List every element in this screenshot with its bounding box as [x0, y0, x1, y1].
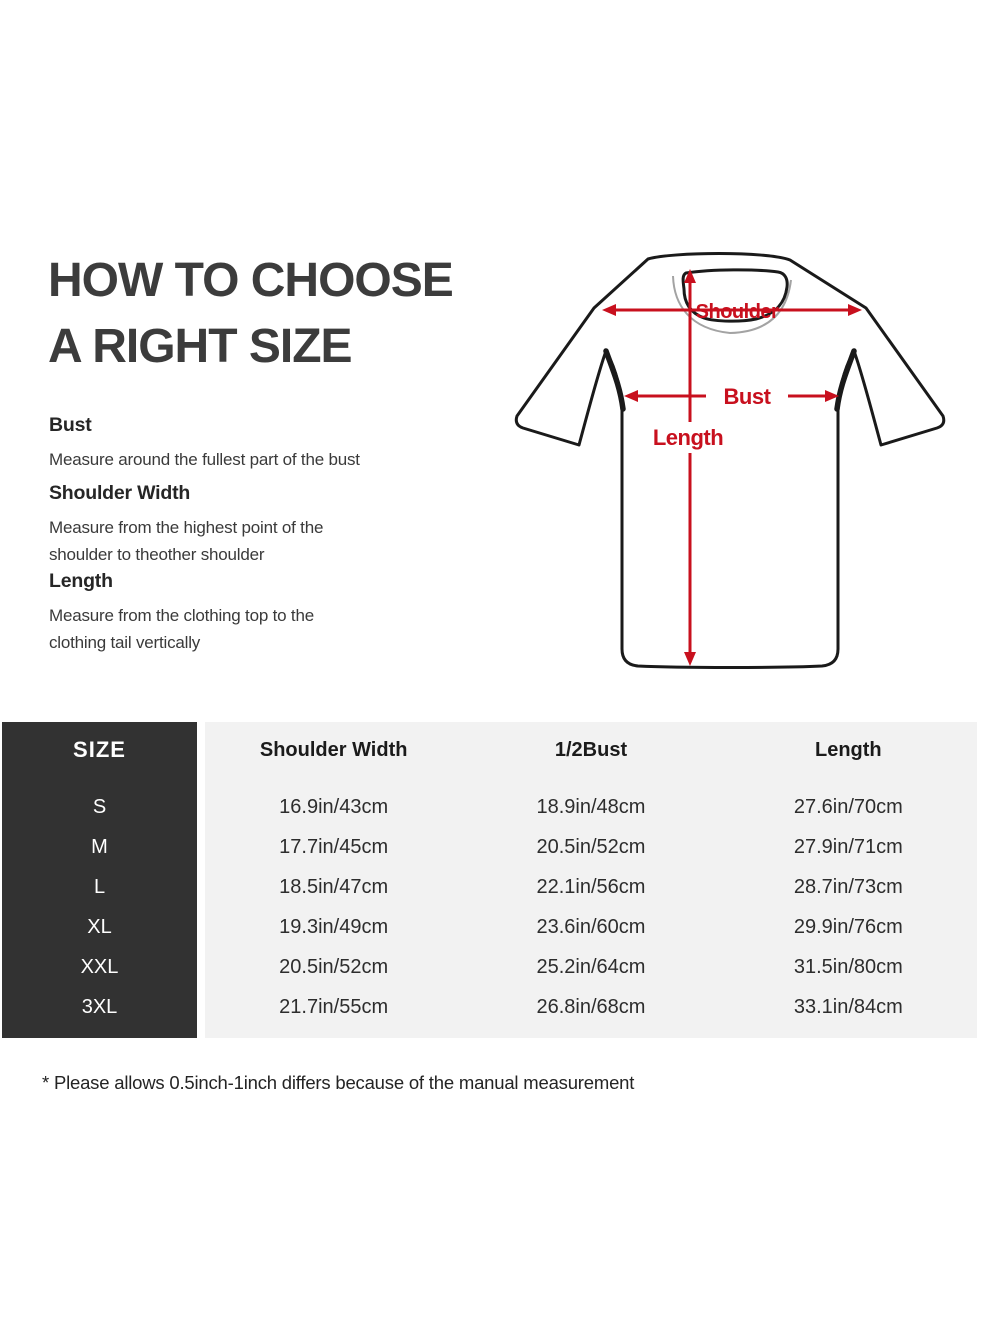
title-line-1: HOW TO CHOOSE	[48, 254, 453, 307]
instruction-length-text-1: Measure from the clothing top to the	[49, 606, 314, 625]
size-label-xxl: XXL	[80, 955, 119, 978]
size-header-cell: SIZE	[73, 737, 126, 762]
instruction-bust	[49, 414, 479, 473]
cell-shoulder: 20.5in/52cm	[279, 955, 389, 978]
tshirt-diagram-svg	[510, 245, 970, 685]
page-title	[48, 248, 453, 380]
instruction-length-heading: Length	[49, 570, 113, 592]
bust-arrow-label: Bust	[723, 384, 771, 409]
cell-shoulder: 19.3in/49cm	[279, 915, 389, 938]
cell-bust: 23.6in/60cm	[536, 915, 646, 938]
cell-shoulder: 17.7in/45cm	[279, 835, 389, 858]
table-row	[205, 867, 977, 907]
table-row	[205, 787, 977, 827]
table-row	[205, 947, 977, 987]
cell-length: 31.5in/80cm	[793, 955, 903, 978]
cell-bust: 22.1in/56cm	[536, 875, 646, 898]
length-arrow-label: Length	[652, 425, 724, 450]
instruction-shoulder-text-2: shoulder to theother shoulder	[49, 545, 265, 564]
instruction-length	[49, 570, 479, 656]
size-labels	[2, 778, 197, 1036]
size-label-l: L	[93, 875, 106, 898]
tshirt-measurement-diagram	[510, 245, 970, 685]
size-label-s: S	[92, 795, 107, 818]
size-label-m: M	[91, 835, 108, 858]
cell-bust: 25.2in/64cm	[536, 955, 646, 978]
title-line-2: A RIGHT SIZE	[48, 320, 352, 373]
instruction-bust-text: Measure around the fullest part of the bust	[49, 450, 360, 469]
cell-length: 27.9in/71cm	[793, 835, 903, 858]
measurements-area	[205, 722, 977, 1038]
column-header-half-bust: 1/2Bust	[554, 738, 628, 761]
cell-length: 33.1in/84cm	[793, 995, 903, 1018]
column-header-length: Length	[815, 738, 882, 761]
column-header-shoulder-width: Shoulder Width	[259, 738, 408, 761]
instruction-shoulder-text-1: Measure from the highest point of the	[49, 518, 324, 537]
cell-length: 27.6in/70cm	[793, 795, 903, 818]
table-body	[205, 778, 977, 1036]
measurement-disclaimer: * Please allows 0.5inch-1inch differs because of the manual measurement	[42, 1072, 635, 1093]
size-column	[2, 722, 197, 1038]
cell-bust: 18.9in/48cm	[536, 795, 646, 818]
size-table	[2, 722, 977, 1038]
instruction-shoulder-heading: Shoulder Width	[49, 482, 191, 504]
instruction-bust-heading: Bust	[49, 414, 92, 436]
cell-length: 29.9in/76cm	[793, 915, 903, 938]
cell-bust: 26.8in/68cm	[536, 995, 646, 1018]
cell-shoulder: 18.5in/47cm	[279, 875, 389, 898]
table-row	[205, 907, 977, 947]
instruction-shoulder-width	[49, 482, 479, 568]
size-label-3xl: 3XL	[81, 995, 118, 1018]
table-row	[205, 987, 977, 1027]
instruction-length-text-2: clothing tail vertically	[49, 633, 201, 652]
cell-length: 28.7in/73cm	[793, 875, 903, 898]
table-column-gap	[197, 722, 205, 1038]
table-header-row	[205, 722, 977, 778]
shoulder-arrow-label: Shoulder	[695, 301, 779, 323]
size-label-xl: XL	[87, 915, 112, 938]
cell-bust: 20.5in/52cm	[536, 835, 646, 858]
cell-shoulder: 21.7in/55cm	[279, 995, 389, 1018]
cell-shoulder: 16.9in/43cm	[279, 795, 389, 818]
table-row	[205, 827, 977, 867]
